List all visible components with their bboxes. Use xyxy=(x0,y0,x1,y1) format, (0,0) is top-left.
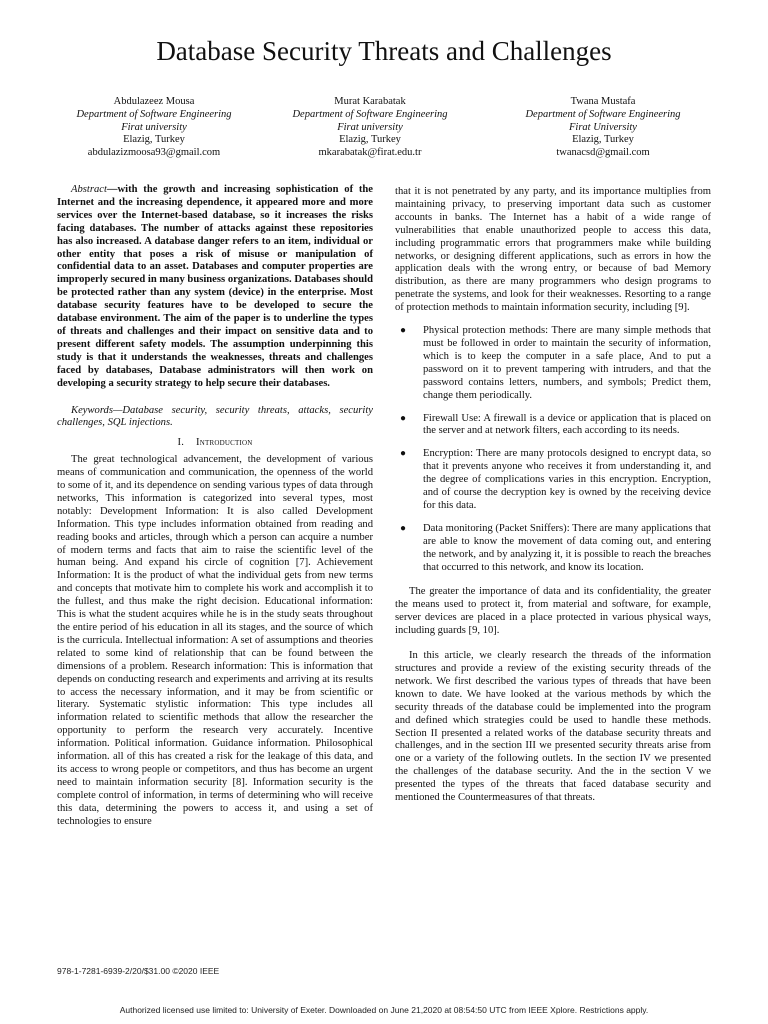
bullet-list xyxy=(395,325,711,574)
paper-title: Database Security Threats and Challenges xyxy=(156,36,612,66)
section-title: Introduction xyxy=(196,437,253,449)
author-block-3 xyxy=(503,96,703,160)
body-paragraph: In this article, we clearly research the threads of the information structures and provide a review of the existing security threads of the network. We first described the various types of threads that have been known to date. We have looked at the various methods by which the security threads of the database could be implemented into the program and defined which strategies could be used to handle these methods. Section II presented a related works of the database security threats and challenges, and in the section III we presented security threats arise from one or a variety of the following outlets. In the section IV we presented the challenges of the database security. And the in the section V we presented the types of the threats that faced database security and mentioned the Countermeasures of that threats. xyxy=(395,650,711,804)
abstract-lead: Abstract xyxy=(71,184,107,195)
section-heading-introduction xyxy=(57,437,373,450)
author-university: Firat University xyxy=(569,121,637,133)
abstract-text: —with the growth and increasing sophistication of the Internet and the increasing dependence, it appeared more and more services over the Internet-based database, so it increases the risks facing databases. The number of attacks against these repositories has also increased. A database danger refers to an item, individual or other entity that poses a risk of misuse or manipulation of confidential data to an asset. Databases and computer properties are improperly secured in many business organizations. Databases should be protected rather than any system (device) in the enterprise. Most database security features have to be developed to secure the database environment. The aim of the paper is to underline the types of threats and challenges and their impact on sensitive data and to present different safety models. The assumption underpinning this study is that it understands the weaknesses, threats and challenges faced by databases, Database administrators will then work on developing a security strategy to help secure their databases. xyxy=(57,184,373,389)
list-item-text: Encryption: There are many protocols designed to encrypt data, so that it prevents anyone who receives it from understanding it, and the degree of complications varies in this encryption. Encryption, and of course the decryption key is owned by the receiving device for this data. xyxy=(423,448,711,511)
bullet-icon: ● xyxy=(400,412,407,424)
author-email: twanacsd@gmail.com xyxy=(556,147,650,159)
author-city: Elazig, Turkey xyxy=(123,134,185,146)
author-name: Abdulazeez Mousa xyxy=(113,96,195,107)
bullet-icon: ● xyxy=(400,522,407,534)
author-university: Firat university xyxy=(121,121,187,133)
author-university: Firat university xyxy=(337,121,403,133)
copyright-notice: 978-1-7281-6939-2/20/$31.00 ©2020 IEEE xyxy=(57,966,220,976)
author-department: Department of Software Engineering xyxy=(76,108,232,120)
right-column xyxy=(395,186,711,805)
author-email: abdulazizmoosa93@gmail.com xyxy=(87,147,221,159)
list-item-text: Firewall Use: A firewall is a device or application that is placed on the server and at network filters, each according to its needs. xyxy=(423,412,711,437)
section-number: I. xyxy=(177,437,185,449)
list-item-text: Physical protection methods: There are many simple methods that must be followed in order to maintain the security of information, which is to keep the computer in a safe place, And to put a password on it to prevent tampering with intruders, and that the password contains letters, numbers, and symbols; Predict them, change them periodically. xyxy=(423,325,711,401)
left-column xyxy=(57,184,373,829)
list-item xyxy=(395,448,711,513)
author-name: Murat Karabatak xyxy=(334,96,406,107)
author-city: Elazig, Turkey xyxy=(572,134,634,146)
abstract xyxy=(57,184,373,391)
author-block-1 xyxy=(54,96,254,160)
author-city: Elazig, Turkey xyxy=(339,134,401,146)
list-item xyxy=(395,325,711,402)
list-item xyxy=(395,413,711,439)
author-name: Twana Mustafa xyxy=(570,96,636,107)
author-email: mkarabatak@firat.edu.tr xyxy=(318,147,422,159)
keywords: Keywords—Database security, security threats, attacks, security challenges, SQL injections. xyxy=(57,404,373,429)
author-department: Department of Software Engineering xyxy=(292,108,448,120)
bullet-icon: ● xyxy=(400,448,407,460)
author-block-2 xyxy=(270,96,470,160)
body-paragraph: The greater the importance of data and its confidentiality, the greater the means used to protect it, from material and software, for example, server devices are placed in a place protected in various physical ways, including guards [9, 10]. xyxy=(395,586,711,637)
intro-paragraph: The great technological advancement, the development of various means of communication and communication, the openness of the world to some of it, and its dependence on sending various types of data through networks, This information is categorized into several types, most notably: Development Information: It is also called Development Information. This type includes information obtained from reading and reading books and articles, through which a person can acquire a number of modern terms and facts that aim to raise the scientific level of the human being. And expand his circle of cognition [7]. Achievement Information: It is the product of what the individual gets from new terms and concepts that motivate him to complete his work and accomplish it to the fullest, and thus make the right decision. Educational information: This is what the student acquires while he is in the study seats throughout the entire period of his education in all its stages, and the source of which is the curricula. Intellectual information: A set of assumptions and theories related to some kind of relationship that can be found between the dimensions of a problem. Research information: This is information that depends on conducting research and experiments and arriving at its results to access the necessary information, and it may be from scientific or literary. Systematic stylistic information: This type includes all information related to scientific methods that allow the researcher the opportunity to perform the research very accurately. Incentive information. Political information. Guidance information. Philosophical information. all of this has created a risk for the leakage of this data, and its access to wrong people or competitors, and thus has become an urgent need to maintain information security [8]. Information security is the complete control of information, in terms of determining who will receive this data, determining the powers to access it, and using a set of technologies to ensure xyxy=(57,454,373,827)
bullet-icon: ● xyxy=(400,325,407,337)
author-department: Department of Software Engineering xyxy=(525,108,681,120)
list-item xyxy=(395,523,711,575)
license-footer: Authorized licensed use limited to: University of Exeter. Downloaded on June 21,2020 at 08:54:50 UTC from IEEE Xplore. Restrictions apply. xyxy=(119,1005,649,1015)
body-paragraph: that it is not penetrated by any party, and its importance multiplies from maintaining privacy, to preserving important data such as customer accounts in banks. The Internet has a habit of a wide range of vulnerabilities that enable unauthorized people to access this data, including programmatic errors that programmers make while building networks, or designing different applications, such as errors in how the application deals with the wrong entry, or because of bad Memory distribution, as there are many programmers who design programs to penetrate the systems, and look for their weaknesses. Resorting to a range of protection methods to maintain information security, including [9]. xyxy=(395,186,711,314)
list-item-text: Data monitoring (Packet Sniffers): There are many applications that are able to know the movement of data coming out, and entering the network, and by analyzing it, it is possible to reach the breaches that occurred to this network, and know its location. xyxy=(423,522,711,573)
